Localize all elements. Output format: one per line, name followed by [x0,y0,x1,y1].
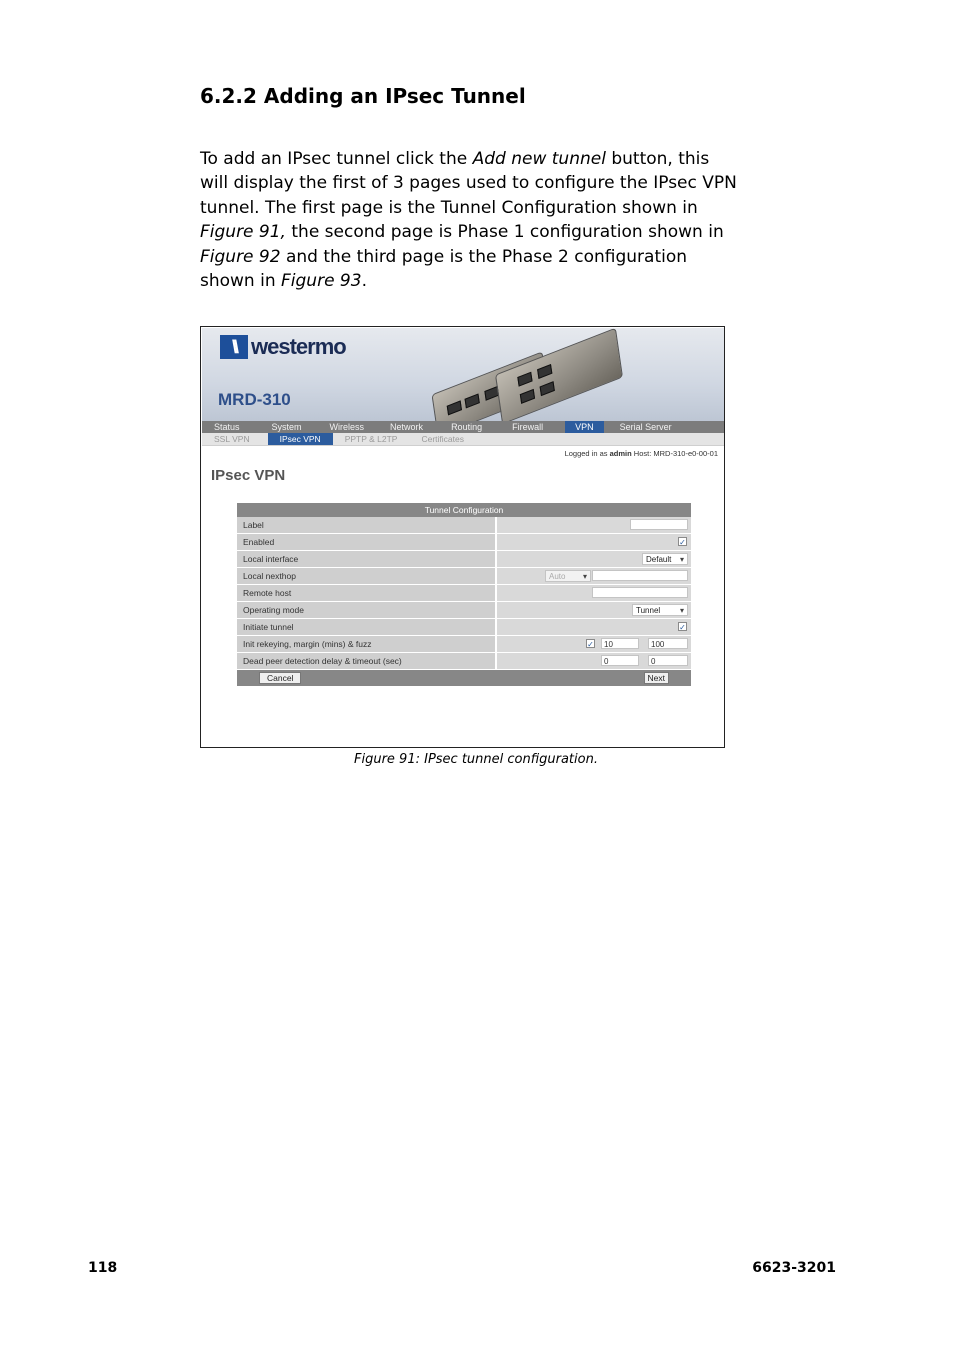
login-info [565,449,718,458]
row-dpd-text: Dead peer detection delay & timeout (sec) [237,653,497,669]
section-heading: 6.2.2 Adding an IPsec Tunnel [200,84,526,108]
subnav-pptp-l2tp[interactable]: PPTP & L2TP [344,434,398,444]
nav-vpn[interactable]: VPN [565,421,604,433]
nav-serial-server[interactable]: Serial Server [619,422,672,432]
para-text-5: . [361,271,367,292]
page-number: 118 [88,1260,118,1276]
row-remote-host-text: Remote host [237,585,497,601]
doc-number: 6623-3201 [752,1260,836,1276]
cancel-button[interactable]: Cancel [259,672,301,684]
tunnel-config-table [237,503,691,686]
para-text-2: button, this will display the first of 3 pages used to configure the IPsec VPN tunnel. The first page is the Tunnel Configuration shown in [200,149,737,218]
nav-status[interactable]: Status [214,422,240,432]
enabled-checkbox[interactable]: ✓ [679,538,686,547]
add-new-tunnel-ref: Add new tunnel [472,149,606,169]
remote-host-input[interactable] [592,587,688,598]
nav-network[interactable]: Network [390,422,424,432]
main-nav [202,421,724,433]
intro-paragraph [200,147,740,293]
init-rekeying-checkbox[interactable]: ✓ [587,640,594,649]
figure-91-screenshot [200,326,725,748]
subnav-ssl-vpn[interactable]: SSL VPN [214,434,250,444]
product-name: MRD-310 [218,390,291,409]
row-local-interface-text: Local interface [237,551,497,567]
login-user: admin [609,449,632,458]
login-prefix: Logged in as [564,449,610,458]
row-local-nexthop-text: Local nexthop [237,568,497,584]
row-enabled [237,534,691,551]
row-remote-host [237,585,691,602]
header-banner [202,328,724,421]
rekey-fuzz-input[interactable]: 100 [648,638,688,649]
table-footer [237,670,691,686]
nav-system[interactable]: System [271,422,302,432]
row-initiate-tunnel [237,619,691,636]
next-button[interactable]: Next [644,672,669,684]
figure-92-ref: Figure 92 [200,246,281,267]
figure-93-ref: Figure 93 [281,271,362,292]
rekey-margin-input[interactable]: 10 [601,638,639,649]
row-initiate-tunnel-text: Initiate tunnel [237,619,497,635]
dpd-delay-input[interactable]: 0 [601,655,639,666]
figure-91-ref: Figure 91, [200,222,286,243]
local-nexthop-select[interactable]: Auto ▾ [545,570,591,582]
local-nexthop-input[interactable] [592,570,688,581]
logo-text: westermo [251,334,346,359]
logo-mark-icon: \\ [220,335,248,359]
dpd-timeout-input[interactable]: 0 [648,655,688,666]
operating-mode-select[interactable]: Tunnel ▾ [632,604,688,616]
row-init-rekeying [237,636,691,653]
para-text-3: the second page is Phase 1 configuration shown in [285,222,724,243]
device-image-right [495,328,623,421]
para-text-1: To add an IPsec tunnel click the [200,149,473,169]
subnav-ipsec-vpn[interactable]: IPsec VPN [268,433,333,445]
westermo-logo [220,334,346,360]
figure-caption: Figure 91: IPsec tunnel configuration. [354,752,598,767]
nav-wireless[interactable]: Wireless [329,422,365,432]
row-init-rekeying-text: Init rekeying, margin (mins) & fuzz [237,636,497,652]
nav-firewall[interactable]: Firewall [512,422,544,432]
row-local-interface [237,551,691,568]
row-dpd [237,653,691,670]
row-enabled-text: Enabled [237,534,497,550]
para-text-4: and the third page is the Phase 2 configuration shown in [200,246,688,292]
label-input[interactable] [630,519,688,530]
login-host: Host: MRD-310-e0-00-01 [631,449,718,458]
row-operating-mode-text: Operating mode [237,602,497,618]
subnav-certificates[interactable]: Certificates [421,434,464,444]
nav-routing[interactable]: Routing [451,422,483,432]
row-label-text: Label [237,517,497,533]
local-interface-select[interactable]: Default ▾ [642,553,688,565]
row-operating-mode [237,602,691,619]
row-label [237,517,691,534]
sub-nav [202,433,724,446]
table-header: Tunnel Configuration [237,503,691,517]
row-local-nexthop [237,568,691,585]
page-title: IPsec VPN [211,467,286,484]
initiate-tunnel-checkbox[interactable]: ✓ [679,623,686,632]
